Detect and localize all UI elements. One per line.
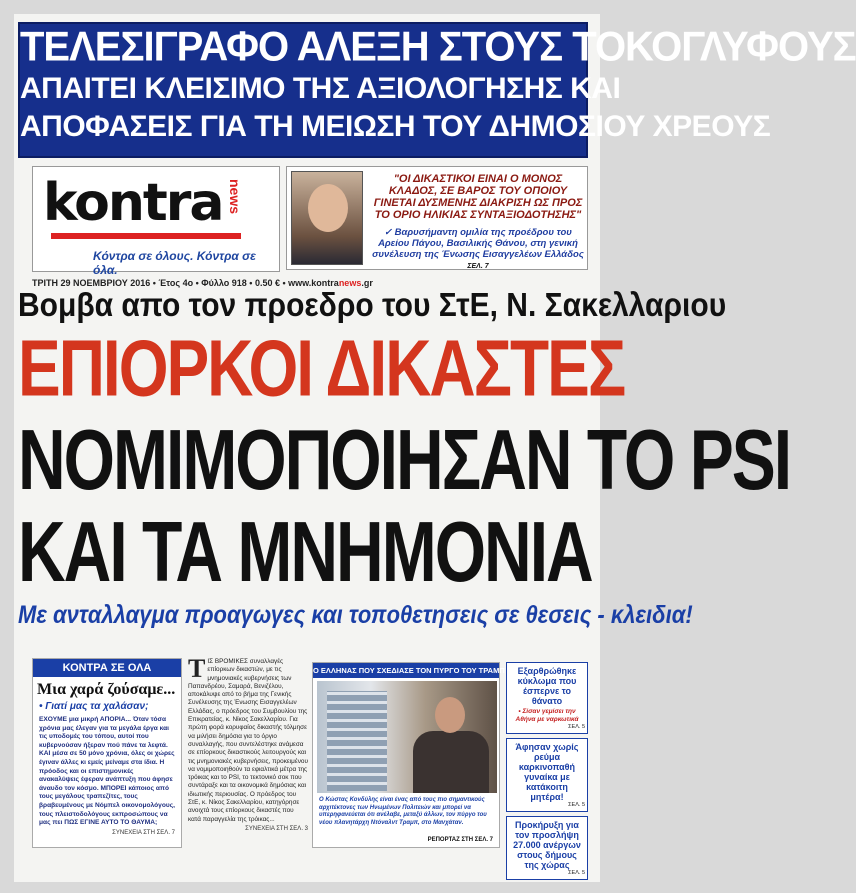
man-body [413, 731, 489, 793]
feature-header: Ο ΕΛΛΗΝΑΣ ΠΟΥ ΣΧΕΔΙΑΣΕ ΤΟΝ ΠΥΡΓΟ ΤΟΥ ΤΡΑΜΠ [313, 663, 499, 678]
building-image [327, 691, 387, 791]
quote-text: "ΟΙ ΔΙΚΑΣΤΙΚΟΙ ΕΙΝΑΙ Ο ΜΟΝΟΣ ΚΛΑΔΟΣ, ΣΕ ΒΑΡΟΣ ΤΟΥ ΟΠΟΙΟΥ ΓΙΝΕΤΑΙ ΔΥΣΜΕΝΗΣ ΔΙΑΚΡΙΣΗ ΩΣ ΠΡΟΣ ΤΟ ΟΡΙΟ ΗΛΙΚΙΑΣ ΣΥΝΤΑΞΙΟΔΟΤΗΣΗΣ" [373, 173, 583, 221]
man-head [435, 697, 465, 733]
lead-story-continue: ΣΥΝΕΧΕΙΑ ΣΤΗ ΣΕΛ. 3 [245, 825, 308, 832]
quote-sub [371, 227, 585, 272]
opinion-column [32, 658, 182, 848]
banner-line-2: ΑΠΑΙΤΕΙ ΚΛΕΙΣΙΜΟ ΤΗΣ ΑΞΙΟΛΟΓΗΣΗΣ ΚΑΙ [20, 72, 621, 105]
kicker-headline: Βομβα απο τον προεδρο του ΣτΕ, Ν. Σακελλαριου [18, 287, 727, 324]
sidebar-item-ref: ΣΕΛ. 5 [568, 802, 585, 808]
sidebar-item-ref: ΣΕΛ. 5 [568, 724, 585, 730]
sidebar-item [506, 662, 588, 734]
tagline: Κόντρα σε όλους. Κόντρα σε όλα. [93, 249, 256, 277]
deck: Με ανταλλαγμα προαγωγες και τοποθετησεις σε θεσεις - κλειδια! [18, 600, 693, 629]
banner-line-1: ΤΕΛΕΣΙΓΡΑΦΟ ΑΛΕΞΗ ΣΤΟΥΣ ΤΟΚΟΓΛΥΦΟΥΣ [20, 23, 856, 71]
sidebar [506, 662, 588, 884]
red-headline: ΕΠΙΟΡΚΟΙ ΔΙΚΑΣΤΕΣ [18, 323, 625, 413]
portrait-photo [291, 171, 363, 265]
quote-ref: ΣΕΛ. 7 [467, 263, 489, 270]
column-header: ΚΟΝΤΡΑ ΣΕ ΟΛΑ [33, 659, 181, 677]
price: 0.50 € [254, 278, 280, 288]
date: ΤΡΙΤΗ 29 ΝΟΕΜΒΡΙΟΥ 2016 [32, 278, 151, 288]
lead-story-body: ΤΙΣ ΒΡΟΜΙΚΕΣ συναλλαγές επίορκων δικαστών, με τις μνημονιακές κυβερνήσεις των Παπανδρέου, Σαμαρά, Βενιζέλου, αποκάλυψε από το βήμα της Γενικής Συνέλευσης της Ένωσης Εισαγγελέων Ελλάδας, ο πρόεδρος του Συμβουλίου της Επικρατείας, κ. Νίκος Σακελλαρίου. Για πρώτη φορά κορυφαίος δικαστής τόλμησε να μιλήσει δημόσια για το όργιο συναλλαγής, που συντελέστηκε ανάμεσα σε επίορκους δικαστικούς λειτουργούς και τις μνημονιακές κυβερνήσεις, προκειμένου να νομιμοποιηθούν τα εφιαλτικά μέτρα της τρόικας και το PSI, το τεκτονικό σοκ που συντάραξε και τα οικονομικά δημόσιας και ιδιωτικής περιουσίας. Ο πρόεδρος του ΣτΕ, κ. Νίκος Σακελλαρίου, κατηγόρησε ανοιχτά τους επίορκους δικαστές που κατά παραγγελία της τρόικας... [188, 654, 308, 823]
sidebar-item-title: Εξαρθρώθηκε κύκλωμα που έσπερνε το θάνατο [517, 666, 577, 706]
feature-ref: ΡΕΠΟΡΤΑΖ ΣΤΗ ΣΕΛ. 7 [427, 837, 493, 843]
sidebar-item-title: Προκήρυξη για τον προσλήψη 27.000 ανέργων στους δήμους της χώρας [513, 820, 581, 870]
main-headline-line-1: ΝΟΜΙΜΟΠΟΙΗΣΑΝ ΤΟ PSI [18, 410, 791, 508]
year: Έτος 4ο [158, 278, 194, 288]
logo-underline [51, 233, 241, 239]
banner-line-3: ΑΠΟΦΑΣΕΙΣ ΓΙΑ ΤΗ ΜΕΙΩΣΗ ΤΟΥ ΔΗΜΟΣΙΟΥ ΧΡΕΟΥΣ [20, 110, 771, 143]
main-headline-line-2: ΚΑΙ ΤΑ ΜΝΗΜΟΝΙΑ [18, 502, 592, 600]
logo: kontra [43, 173, 223, 233]
newspaper-front-page [14, 14, 856, 882]
dateline: ΤΡΙΤΗ 29 ΝΟΕΜΒΡΙΟΥ 2016 • Έτος 4ο • Φύλλο 918 • 0.50 € • www.kontranews.gr [32, 278, 373, 288]
quote-box [286, 166, 588, 270]
column-continue: ΣΥΝΕΧΕΙΑ ΣΤΗ ΣΕΛ. 7 [112, 829, 175, 836]
column-title: Μια χαρά ζούσαμε... [37, 681, 176, 698]
feature-box [312, 662, 505, 848]
top-banner [18, 22, 856, 158]
column-body: ΕΧΟΥΜΕ μια μικρή ΑΠΟΡΙΑ... Όταν τόσα χρόνια μας έλεγαν για τα μεγάλα έργα και τις υποδομές του τόπου, αυτοί που κυβερνούσαν ήξεραν πού πάνε τα λεφτά. ΚΑΙ μέσα σε 50 μόνο χρόνια, όλες οι χώρες έγιναν άλλες κι εμείς μείναμε στα ίδια. Η πρόοδος και οι επιστημονικές ανακαλύψεις έφεραν ανάπτυξη που άφησε άναυδο τον κόσμο. ΜΠΟΡΕΙ κάποιος από τους μεγάλους τραπεζίτες, τους βραβευμένους με Νόμπελ οικονομολόγους, τους πλειστοδολόγους εκπροσώπους να μας πει ΠΩΣ ΕΓΙΝΕ ΑΥΤΟ ΤΟ ΘΑΥΜΑ; [39, 716, 175, 827]
feature-caption: Ο Κώστας Κονδύλης είναι ένας από τους πιο σημαντικούς αρχιτέκτονες των Ηνωμένων Πολιτειών και μπορεί να υπερηφανεύεται ότι ανέλαβε, μεταξύ άλλων, τον πύργο του νέου πλανητάρχη Ντόναλντ Τραμπ, στο Μανχάταν. [319, 797, 487, 826]
website: www.kontranews.gr [288, 278, 373, 288]
sidebar-item [506, 816, 588, 880]
feature-photo [317, 681, 497, 793]
sidebar-item-sub: • Σίσαν γεμίσει την Αθήνα με ναρκωτικά [515, 708, 579, 723]
logo-suffix: news [227, 179, 243, 215]
dropcap: Τ [188, 654, 206, 683]
lead-story [188, 654, 308, 848]
quote-sub-text: ✓ Βαρυσήμαντη ομιλία της προέδρου του Αρείου Πάγου, Βασιλικής Θάνου, στη γενική συνέλευση της Ένωσης Εισαγγελέων Ελλάδος [372, 227, 584, 260]
sidebar-item-title: Άφησαν χωρίς ρεύμα καρκινοπαθή γυναίκα με κατάκοιτη μητέρα! [515, 742, 579, 802]
issue: Φύλλο 918 [201, 278, 247, 288]
sidebar-item [506, 738, 588, 812]
portrait-face [308, 184, 348, 232]
masthead [32, 166, 280, 277]
sidebar-item-ref: ΣΕΛ. 5 [568, 870, 585, 876]
column-sub: • Γιατί μας τα χαλάσαν; [39, 701, 149, 712]
